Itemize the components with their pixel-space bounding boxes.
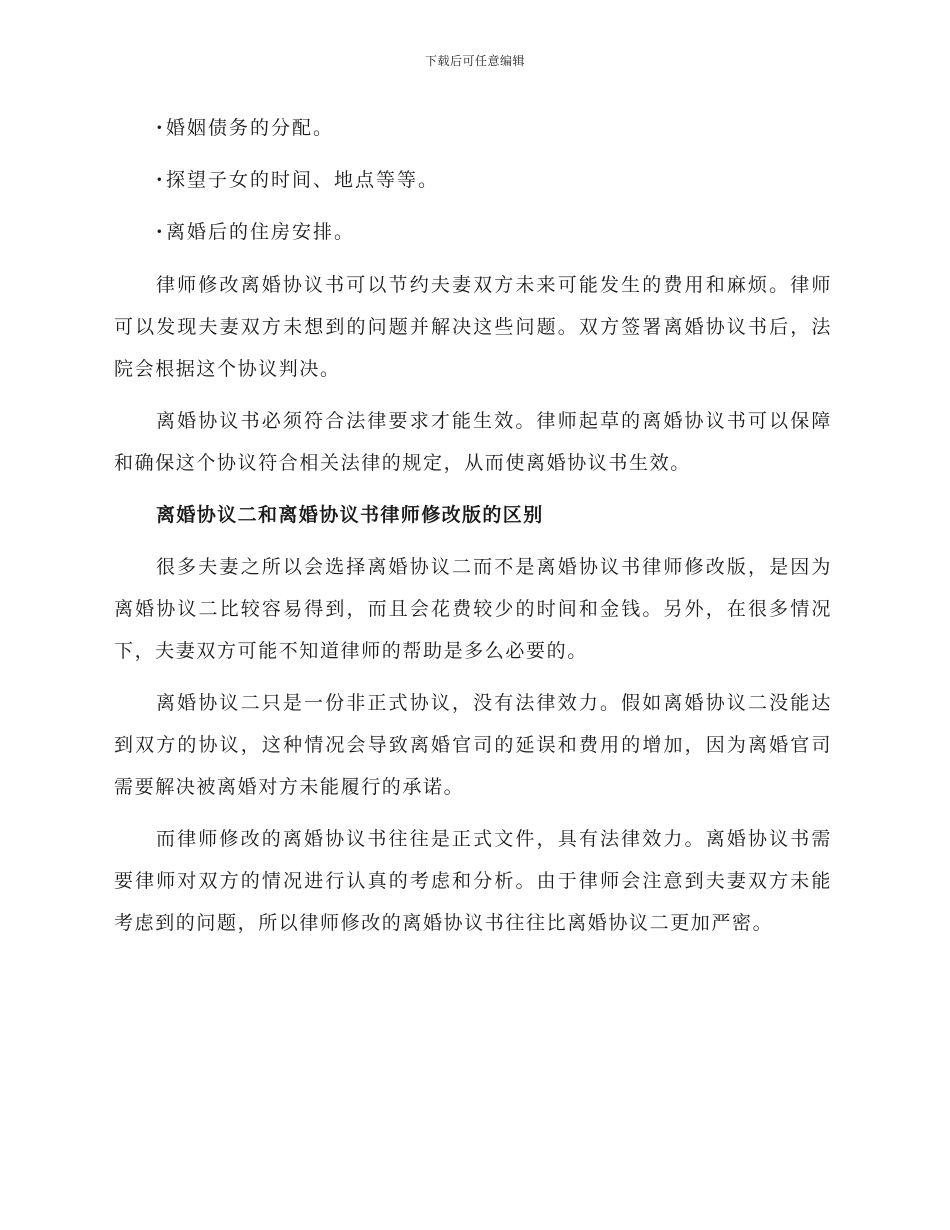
bullet-item-housing	[114, 212, 832, 252]
bullet-item-visitation	[114, 160, 832, 200]
bullet-marker: ·	[156, 169, 165, 191]
bullet-text: 离婚后的住房安排。	[166, 221, 356, 243]
paragraph-why-choose: 很多夫妻之所以会选择离婚协议二而不是离婚协议书律师修改版，是因为离婚协议二比较容易得到，而且会花费较少的时间和金钱。另外，在很多情况下，夫妻双方可能不知道律师的帮助是多么必要的。	[114, 556, 832, 662]
document-body	[114, 108, 832, 954]
bullet-text: 婚姻债务的分配。	[166, 117, 335, 139]
bullet-marker: ·	[156, 221, 165, 243]
paragraph-formal-document: 而律师修改的离婚协议书往往是正式文件，具有法律效力。离婚协议书需要律师对双方的情况进行认真的考虑和分析。由于律师会注意到夫妻双方未能考虑到的问题，所以律师修改的离婚协议书往往比离婚协议二更加严密。	[114, 828, 832, 934]
bullet-marker: ·	[156, 117, 165, 139]
paragraph-lawyer-benefits: 律师修改离婚协议书可以节约夫妻双方未来可能发生的费用和麻烦。律师可以发现夫妻双方未想到的问题并解决这些问题。双方签署离婚协议书后，法院会根据这个协议判决。	[114, 274, 832, 380]
paragraph-legal-validity: 离婚协议书必须符合法律要求才能生效。律师起草的离婚协议书可以保障和确保这个协议符合相关法律的规定，从而使离婚协议书生效。	[114, 410, 832, 474]
page-header: 下载后可任意编辑	[424, 54, 525, 68]
section-heading: 离婚协议二和离婚协议书律师修改版的区别	[156, 504, 544, 526]
paragraph-informal-agreement: 离婚协议二只是一份非正式协议，没有法律效力。假如离婚协议二没能达到双方的协议，这种情况会导致离婚官司的延误和费用的增加，因为离婚官司需要解决被离婚对方未能履行的承诺。	[114, 692, 832, 798]
bullet-text: 探望子女的时间、地点等等。	[166, 169, 440, 191]
bullet-item-debt	[114, 108, 832, 148]
